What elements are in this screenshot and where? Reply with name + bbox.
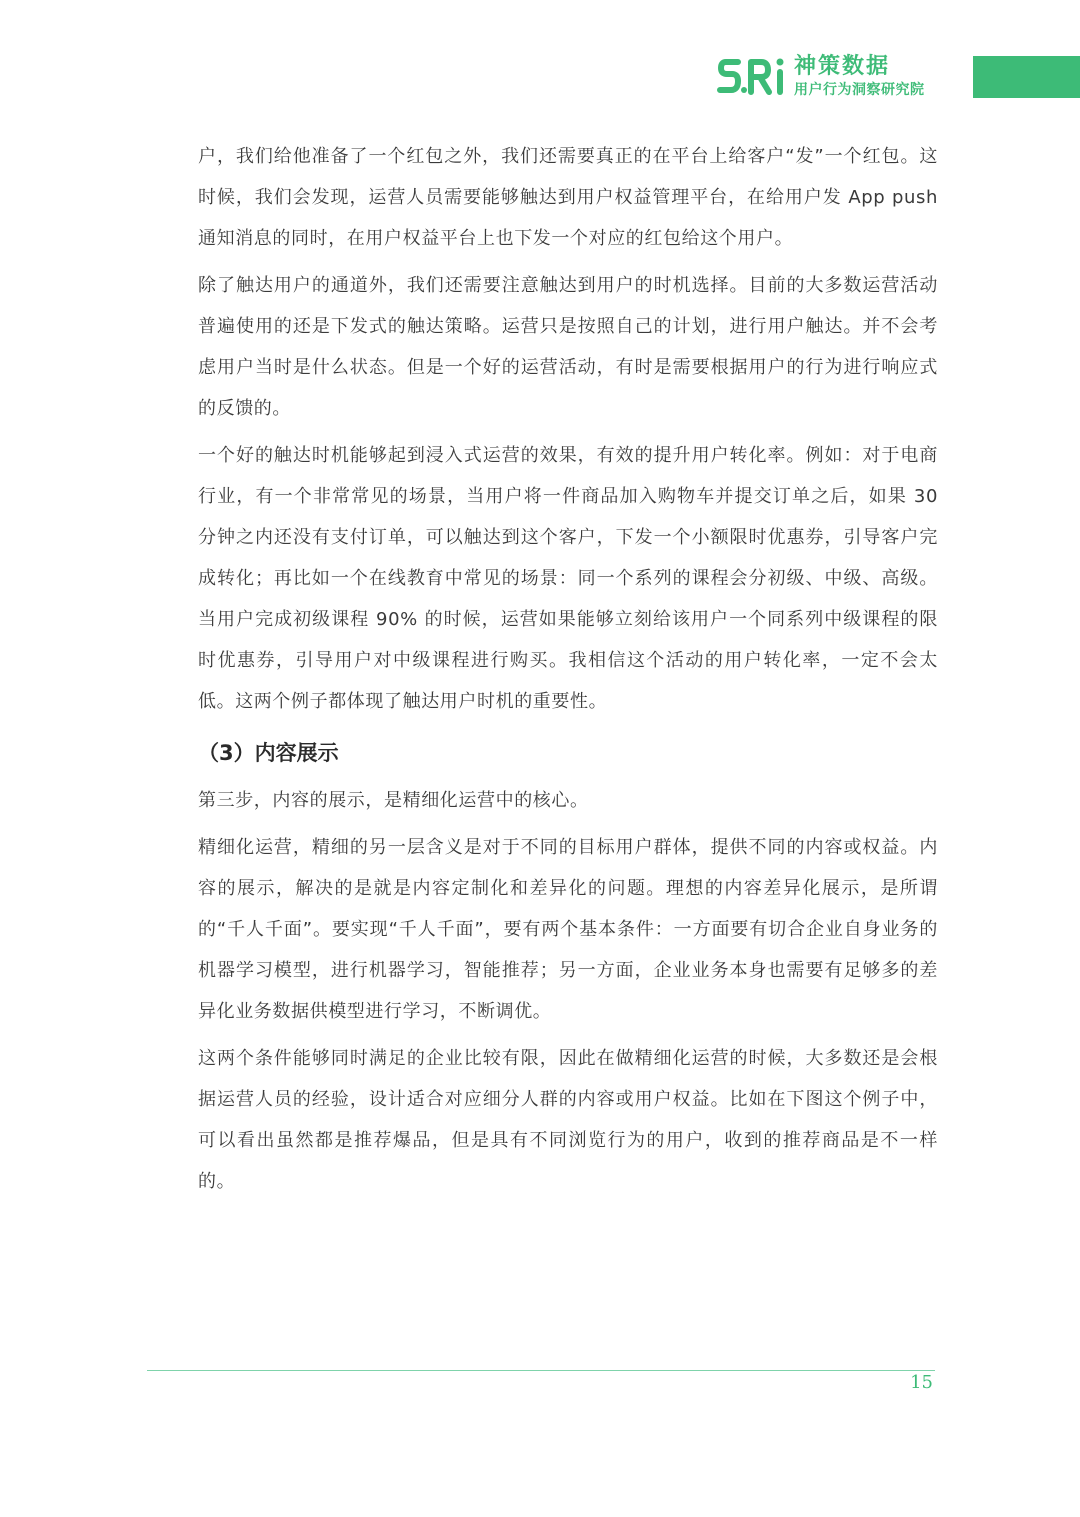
paragraph: 一个好的触达时机能够起到浸入式运营的效果，有效的提升用户转化率。例如：对于电商行业，有一个非常常见的场景，当用户将一件商品加入购物车并提交订单之后，如果 30 分钟之内还没有支付订单，可以触达到这个客户，下发一个小额限时优惠券，引导客户完成转化；再比如一个在线教育中常见的场景：同一个系列的课程会分初级、中级、高级。当用户完成初级课程 90% 的时候，运营如果能够立刻给该用户一个同系列中级课程的限时优惠券，引导用户对中级课程进行购买。我相信这个活动的用户转化率，一定不会太低。这两个例子都体现了触达用户时机的重要性。: [198, 445, 938, 712]
page-number: 15: [910, 1372, 933, 1393]
header-accent-block: [973, 56, 1080, 98]
paragraph: 这两个条件能够同时满足的企业比较有限，因此在做精细化运营的时候，大多数还是会根据运营人员的经验，设计适合对应细分人群的内容或用户权益。比如在下图这个例子中，可以看出虽然都是推荐爆品，但是具有不同浏览行为的用户，收到的推荐商品是不一样的。: [198, 1048, 938, 1192]
sri-logo-icon: [716, 54, 788, 100]
brand-name: 神策数据: [794, 54, 891, 79]
paragraph: 户，我们给他准备了一个红包之外，我们还需要真正的在平台上给客户“发”一个红包。这时候，我们会发现，运营人员需要能够触达到用户权益管理平台，在给用户发 App push 通知消息的同时，在用户权益平台上也下发一个对应的红包给这个用户。: [198, 146, 938, 249]
footer-divider: [147, 1370, 935, 1371]
section-heading: （3）内容展示: [198, 741, 339, 765]
paragraph: 精细化运营，精细的另一层含义是对于不同的目标用户群体，提供不同的内容或权益。内容的展示，解决的是就是内容定制化和差异化的问题。理想的内容差异化展示，是所谓的“千人千面”。要实现“千人千面”，要有两个基本条件：一方面要有切合企业自身业务的机器学习模型，进行机器学习，智能推荐；另一方面，企业业务本身也需要有足够多的差异化业务数据供模型进行学习，不断调优。: [198, 837, 938, 1022]
brand-subtitle: 用户行为洞察研究院: [794, 82, 925, 98]
paragraph: 除了触达用户的通道外，我们还需要注意触达到用户的时机选择。目前的大多数运营活动普遍使用的还是下发式的触达策略。运营只是按照自己的计划，进行用户触达。并不会考虑用户当时是什么状态。但是一个好的运营活动，有时是需要根据用户的行为进行响应式的反馈的。: [198, 275, 938, 419]
page-body: [198, 136, 938, 1208]
paragraph: 第三步，内容的展示，是精细化运营中的核心。: [198, 790, 589, 811]
